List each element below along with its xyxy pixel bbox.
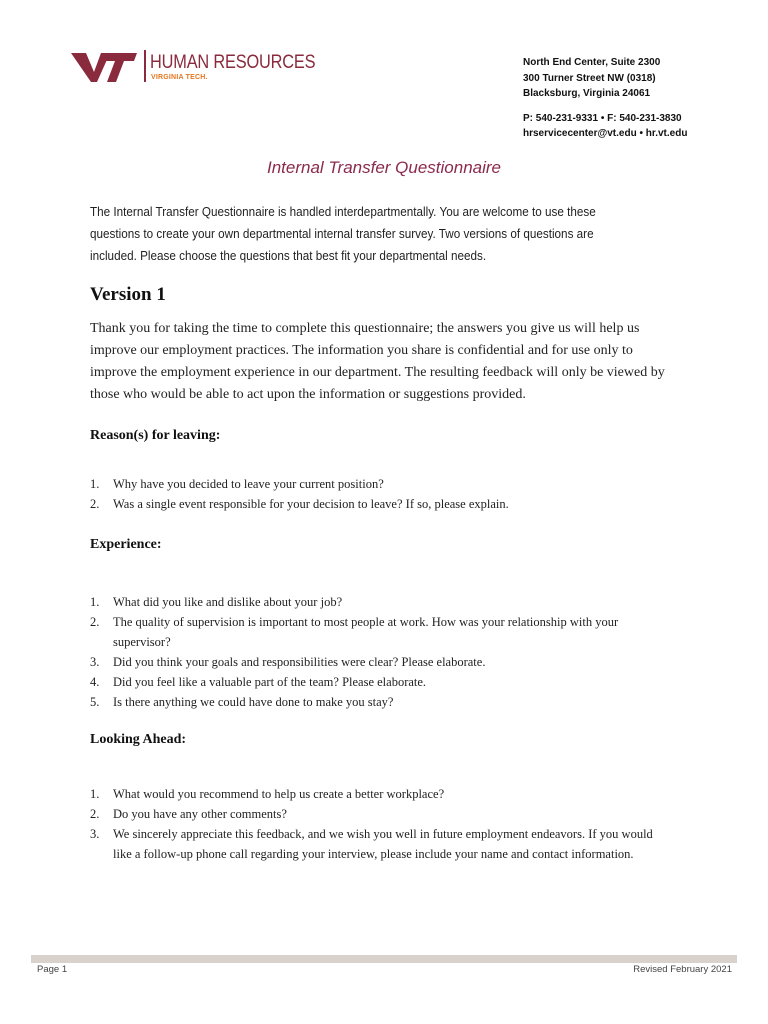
list-item: [90, 612, 670, 652]
contact-phone-fax: P: 540-231-9331 • F: 540-231-3830: [523, 112, 682, 124]
list-item: [90, 652, 670, 672]
list-item-text: Did you think your goals and responsibilities were clear? Please elaborate.: [113, 655, 486, 669]
list-item: [90, 784, 670, 804]
list-item: [90, 804, 670, 824]
list-item-number: 5.: [90, 695, 100, 709]
version-heading: Version 1: [90, 284, 166, 305]
list-item: [90, 474, 670, 494]
list-item-text: What did you like and dislike about your job?: [113, 595, 343, 609]
version-paragraph: Thank you for taking the time to complete this questionnaire; the answers you give us will help us improve our employment practices. The information you share is confidential and for use only to improve the employment experience in our department. The resulting feedback will only be viewed by those who would be able to act upon the information or suggestions provided.: [90, 321, 665, 402]
list-item-number: 2.: [90, 615, 100, 629]
list-item: [90, 692, 670, 712]
list-item-number: 2.: [90, 807, 100, 821]
list-item-text: Did you feel like a valuable part of the team? Please elaborate.: [113, 675, 427, 689]
contact-address-line3: Blacksburg, Virginia 24061: [523, 88, 651, 99]
list-item-text: Do you have any other comments?: [113, 807, 287, 821]
page-number: Page 1: [37, 964, 68, 975]
question-list-reasons: [90, 474, 670, 514]
document-title: Internal Transfer Questionnaire: [266, 158, 502, 177]
list-item-text: We sincerely appreciate this feedback, and we wish you well in future employment endeavors. If you would like a follow-up phone call regarding your interview, please include your name and contact information.: [113, 827, 653, 861]
question-list-looking-ahead: [90, 784, 670, 864]
logo-title: HUMAN RESOURCES: [150, 52, 316, 73]
list-item-text: Was a single event responsible for your decision to leave? If so, please explain.: [113, 497, 509, 511]
list-item: [90, 494, 670, 514]
question-list-experience: [90, 592, 670, 712]
contact-block: [523, 55, 753, 142]
contact-email-web[interactable]: hrservicecenter@vt.edu • hr.vt.edu: [523, 128, 688, 139]
list-item: [90, 592, 670, 612]
list-item-number: 4.: [90, 675, 100, 689]
list-item-text: Is there anything we could have done to make you stay?: [113, 695, 394, 709]
list-item-number: 1.: [90, 595, 100, 609]
section-heading-experience: Experience:: [90, 537, 162, 552]
contact-address-line2: 300 Turner Street NW (0318): [523, 72, 656, 84]
revision-date: Revised February 2021: [633, 964, 732, 975]
list-item-number: 1.: [90, 787, 100, 801]
list-item-number: 3.: [90, 827, 100, 841]
logo-divider: [144, 50, 146, 82]
list-item-text: Why have you decided to leave your current position?: [113, 477, 384, 491]
list-item-text: What would you recommend to help us create a better workplace?: [113, 787, 445, 801]
section-heading-reasons: Reason(s) for leaving:: [90, 428, 221, 443]
list-item-number: 3.: [90, 655, 100, 669]
footer-bar: [31, 955, 737, 963]
logo-subtitle: VIRGINIA TECH.: [151, 74, 208, 81]
list-item-text: The quality of supervision is important to most people at work. How was your relationship with your supervisor?: [113, 615, 619, 649]
list-item: [90, 824, 670, 864]
intro-paragraph: The Internal Transfer Questionnaire is handled interdepartmentally. You are welcome to use these questions to create your own departmental internal transfer survey. Two versions of questions are included. Please choose the questions that best fit your departmental needs.: [90, 204, 596, 263]
contact-address-line1: North End Center, Suite 2300: [523, 57, 661, 68]
list-item-number: 1.: [90, 477, 100, 491]
vt-hr-logo: [70, 48, 316, 88]
section-heading-looking-ahead: Looking Ahead:: [90, 732, 187, 747]
list-item: [90, 672, 670, 692]
list-item-number: 2.: [90, 497, 100, 511]
vt-logo-icon: [70, 50, 138, 84]
